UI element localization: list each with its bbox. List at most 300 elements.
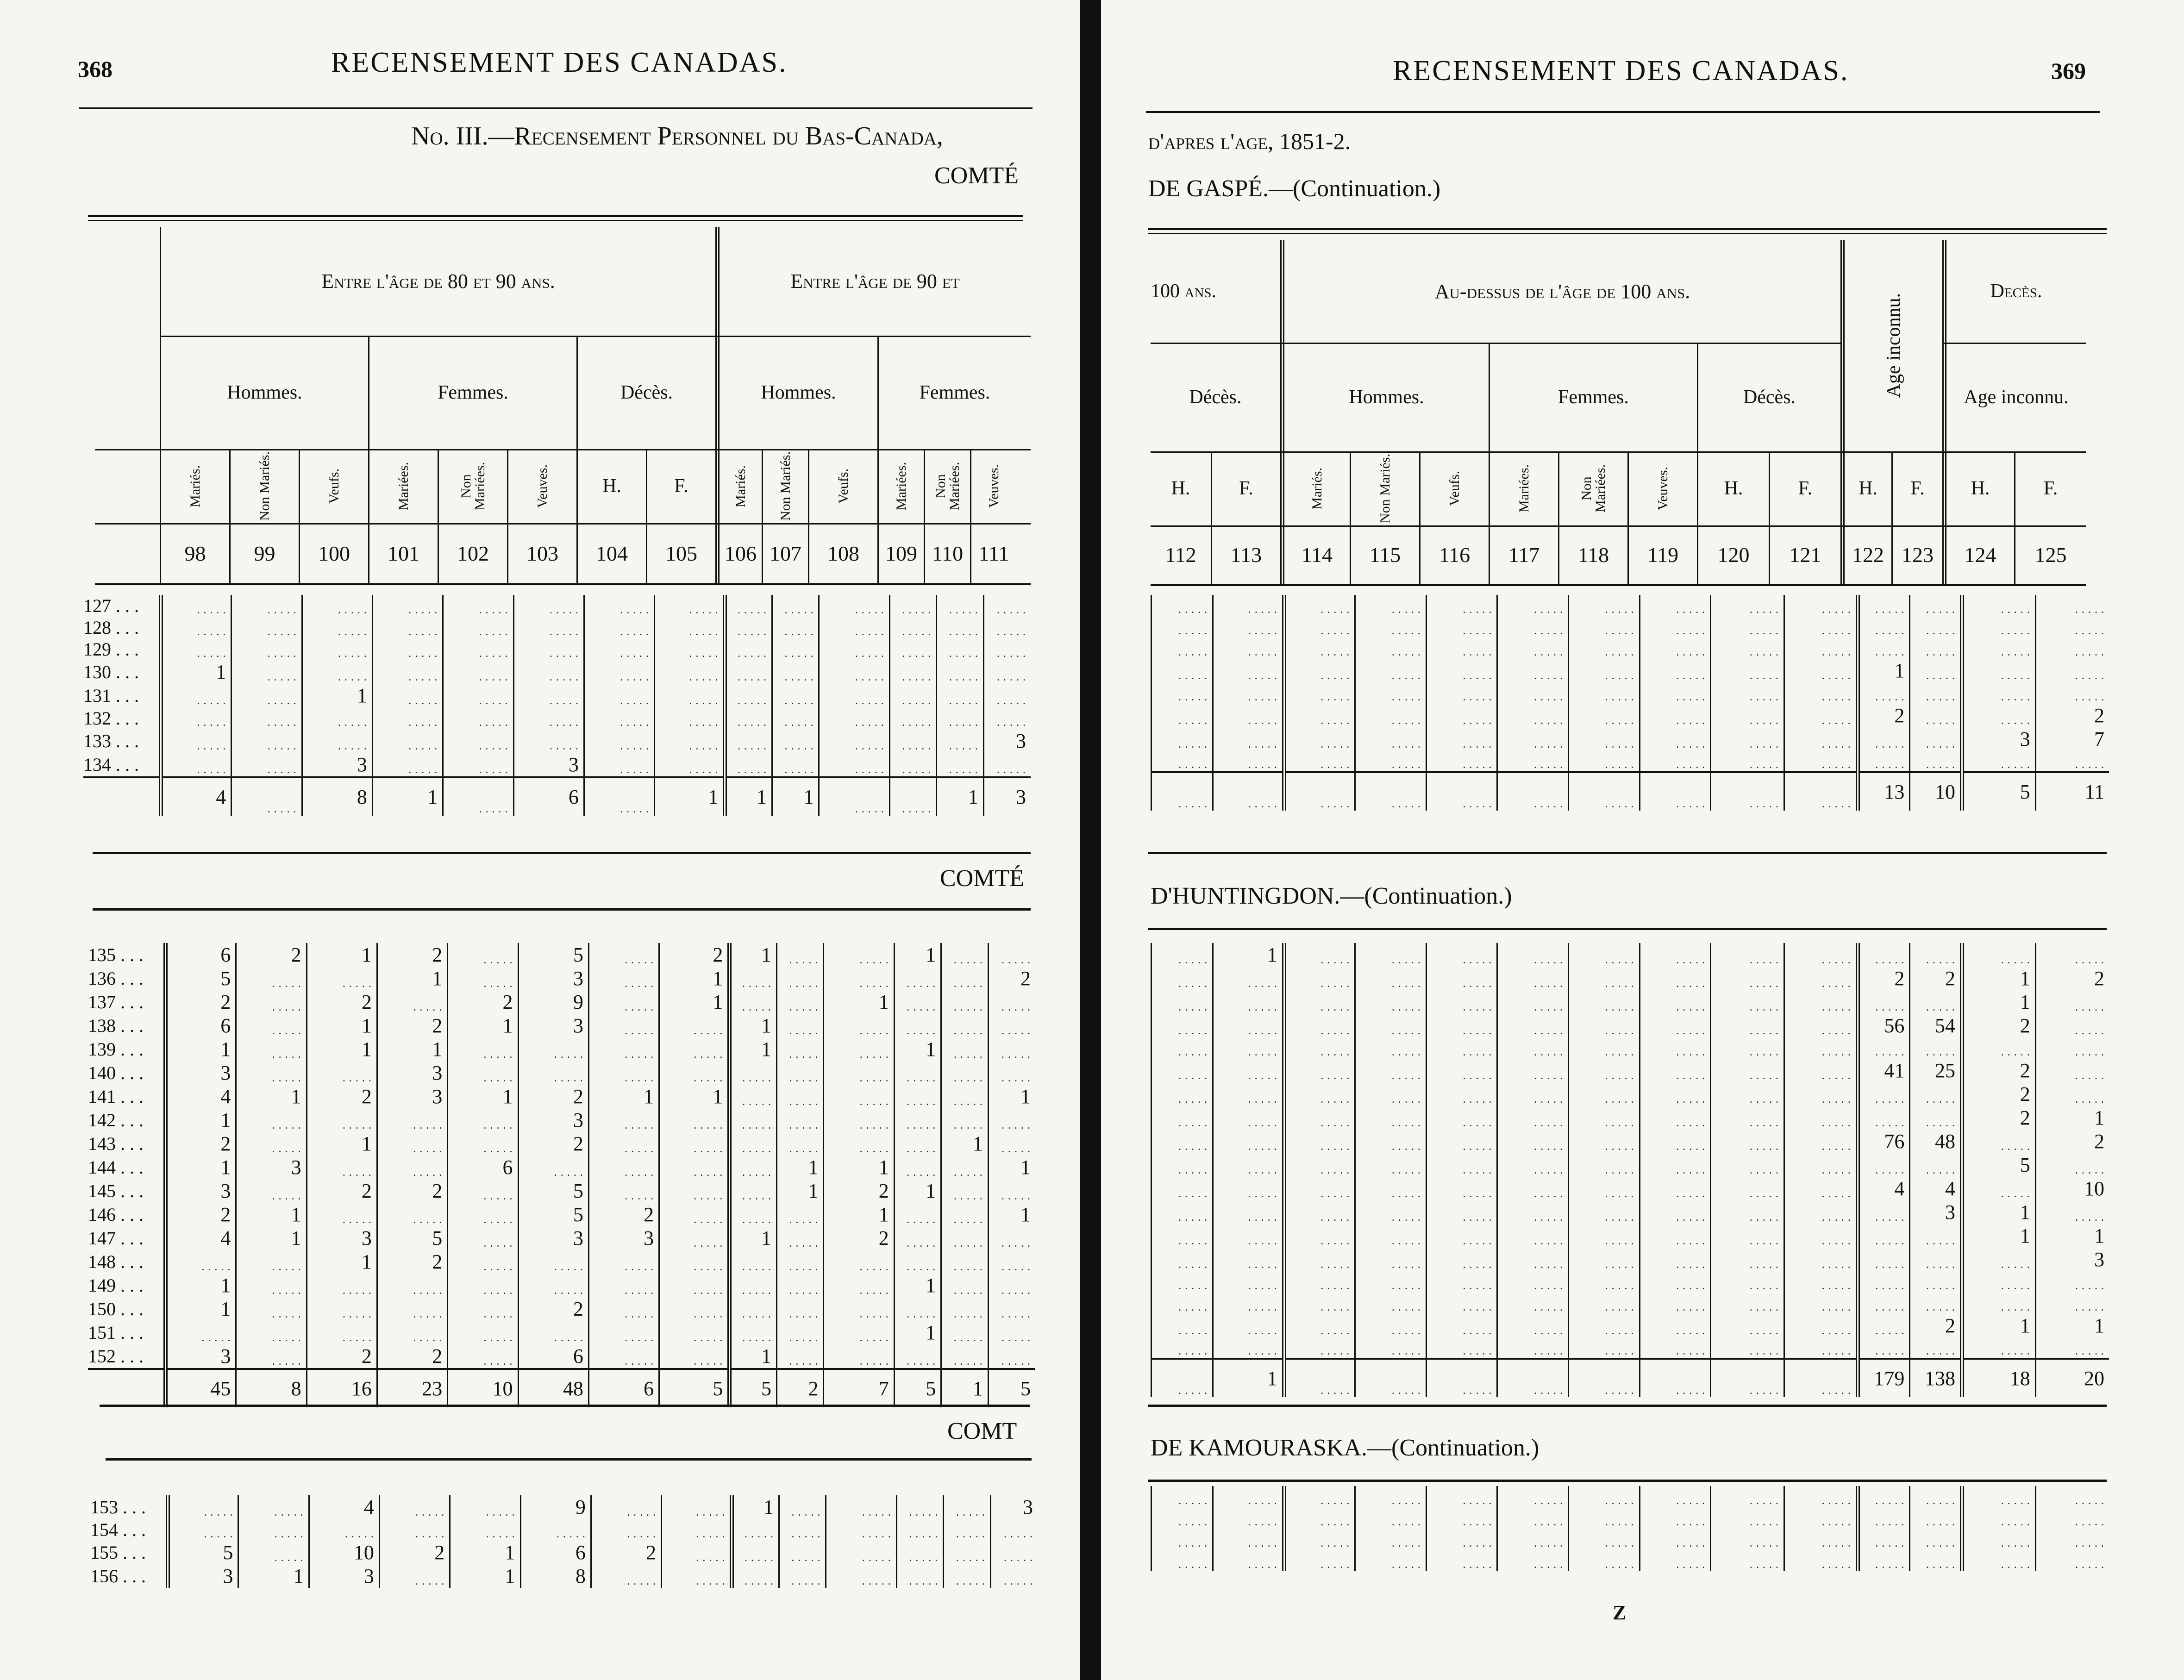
table-cell: . . . . .: [941, 1037, 989, 1061]
table-cell: . . . . .: [1426, 1293, 1497, 1314]
table-cell: . . . . .: [1569, 1130, 1640, 1153]
table-cell: . . . . .: [1784, 1486, 1858, 1507]
table-cell: . . . . .: [1284, 1082, 1355, 1106]
table-cell: 1: [236, 1226, 307, 1250]
table-cell: . . . . .: [1640, 990, 1711, 1014]
table-cell: . . . . .: [1910, 1293, 1962, 1314]
table-cell: 5: [1962, 772, 2035, 811]
subheader-left-2: [229, 449, 299, 523]
table-cell: . . . . .: [1569, 1153, 1640, 1177]
table-cell: . . . . .: [1151, 1130, 1213, 1153]
table-cell: . . . . .: [1426, 1248, 1497, 1271]
table-cell: . . . . .: [2035, 1153, 2109, 1177]
table-cell: . . . . .: [309, 1519, 379, 1541]
table-cell: . . . . .: [779, 1519, 826, 1541]
table-cell: 1: [238, 1564, 309, 1588]
subheader-text: Mariées.: [395, 462, 411, 511]
subheader-right-11: H.: [1840, 451, 1891, 525]
colnum-right-113: 113: [1211, 525, 1280, 584]
county-kamouraska: DE KAMOURASKA.—(Continuation.): [1151, 1435, 1539, 1461]
table-cell: . . . . .: [1640, 637, 1711, 659]
table-cell: . . . . .: [1284, 727, 1355, 751]
row-label: 130 . . .: [83, 662, 139, 682]
table-cell: . . . . .: [655, 617, 725, 638]
table-cell: 4: [309, 1495, 379, 1519]
table-cell: . . . . .: [1355, 1271, 1427, 1293]
table-cell: . . . . .: [894, 1085, 941, 1108]
table-cell: . . . . .: [1784, 659, 1858, 682]
table-cell: . . . . .: [1497, 1248, 1569, 1271]
table-cell: . . . . .: [1497, 1529, 1569, 1550]
table-cell: . . . . .: [659, 1061, 730, 1085]
table-cell: . . . . .: [443, 729, 513, 753]
table-cell: . . . . .: [776, 1108, 824, 1132]
table-cell: . . . . .: [896, 1519, 944, 1541]
table-cell: . . . . .: [1426, 967, 1497, 990]
table-cell: . . . . .: [513, 638, 584, 660]
table-cell: . . . . .: [236, 967, 307, 990]
table-cell: 2: [307, 1344, 377, 1369]
table-row: [88, 1344, 1035, 1369]
subheader-left-5: [438, 449, 507, 523]
table-cell: 3: [377, 1061, 447, 1085]
table-cell: . . . . .: [1213, 727, 1284, 751]
table-cell: . . . . .: [1497, 1037, 1569, 1059]
table-cell: . . . . .: [988, 1297, 1035, 1321]
table-cell: . . . . .: [1910, 659, 1962, 682]
table-cell: . . . . .: [1962, 1037, 2035, 1059]
table-cell: . . . . .: [1640, 704, 1711, 727]
table-cell: . . . . .: [824, 1344, 894, 1369]
table-cell: . . . . .: [588, 1061, 659, 1085]
subheader-left-11: [808, 449, 877, 523]
table-row: [88, 1108, 1035, 1132]
table-cell: 13: [1858, 772, 1910, 811]
colnum-left-103: 103: [507, 523, 576, 583]
table-cell: . . . . .: [1711, 1153, 1784, 1177]
r-hommes-header: Hommes.: [1280, 343, 1489, 451]
table-cell: . . . . .: [1569, 1529, 1640, 1550]
table-cell: 1: [941, 1132, 989, 1155]
subheader-left-8: F.: [646, 449, 715, 523]
table-cell: . . . . .: [1910, 943, 1962, 967]
colnum-left-102: 102: [438, 523, 507, 583]
table-cell: 1: [937, 777, 984, 816]
table-cell: . . . . .: [1858, 1529, 1910, 1550]
row-label: 144 . . .: [88, 1157, 144, 1178]
table-cell: . . . . .: [1858, 1486, 1910, 1507]
table-cell: . . . . .: [236, 1250, 307, 1274]
table-cell: . . . . .: [725, 595, 772, 617]
table-cell: . . . . .: [584, 729, 654, 753]
table-cell: . . . . .: [941, 1014, 989, 1037]
table-cell: . . . . .: [1711, 727, 1784, 751]
table-cell: . . . . .: [307, 967, 377, 990]
table-cell: 2: [518, 1132, 588, 1155]
table-row: [1151, 1224, 2109, 1248]
table-cell: 5: [168, 1541, 238, 1564]
table-cell: . . . . .: [1962, 1337, 2035, 1359]
table-cell: . . . . .: [1213, 1106, 1284, 1130]
table-cell: . . . . .: [1355, 1153, 1427, 1177]
table-cell: . . . . .: [1426, 1224, 1497, 1248]
table-row: [1151, 1529, 2109, 1550]
table-cell: . . . . .: [518, 1155, 588, 1179]
r-femmes-header: Femmes.: [1489, 343, 1697, 451]
table-cell: . . . . .: [1910, 616, 1962, 637]
table-cell: . . . . .: [1711, 659, 1784, 682]
table-cell: 2: [659, 943, 730, 967]
table-cell: . . . . .: [1284, 1177, 1355, 1200]
table-cell: . . . . .: [1426, 1200, 1497, 1224]
table-cell: . . . . .: [889, 617, 937, 638]
table-cell: . . . . .: [513, 660, 584, 684]
table-cell: . . . . .: [824, 1274, 894, 1297]
subheader-left-6: [507, 449, 576, 523]
table-cell: . . . . .: [988, 1132, 1035, 1155]
table-cell: . . . . .: [772, 617, 819, 638]
table-row: [1151, 1082, 2109, 1106]
table-cell: . . . . .: [941, 1250, 989, 1274]
table-cell: . . . . .: [1355, 1293, 1427, 1314]
table-cell: 25: [1910, 1059, 1962, 1082]
table-row: [1151, 1153, 2109, 1177]
table-cell: . . . . .: [1497, 727, 1569, 751]
table-cell: . . . . .: [1569, 1014, 1640, 1037]
table-cell: . . . . .: [238, 1519, 309, 1541]
colnum-right-124: 124: [1942, 525, 2014, 584]
table-cell: . . . . .: [1640, 1082, 1711, 1106]
table-cell: . . . . .: [448, 1321, 518, 1344]
table-cell: . . . . .: [377, 1155, 447, 1179]
table-cell: . . . . .: [1962, 659, 2035, 682]
subheader-left-14: [970, 449, 1016, 523]
table-cell: . . . . .: [236, 1014, 307, 1037]
table-cell: . . . . .: [1497, 751, 1569, 772]
table-cell: 1: [1962, 1224, 2035, 1248]
table-cell: . . . . .: [588, 967, 659, 990]
table-row: [1151, 1106, 2109, 1130]
table-cell: . . . . .: [941, 1344, 989, 1369]
table-cell: . . . . .: [1284, 616, 1355, 637]
table-cell: . . . . .: [1858, 1550, 1910, 1571]
table-cell: 2: [1858, 967, 1910, 990]
subheader-left-7: H.: [576, 449, 646, 523]
table-cell: . . . . .: [443, 617, 513, 638]
table-cell: . . . . .: [983, 617, 1031, 638]
table-cell: . . . . .: [1355, 1130, 1427, 1153]
table-cell: . . . . .: [1910, 1224, 1962, 1248]
table-cell: . . . . .: [1426, 1486, 1497, 1507]
table-cell: 1: [894, 1179, 941, 1203]
table-cell: . . . . .: [2035, 1507, 2109, 1529]
colnum-left-105: 105: [646, 523, 715, 583]
table-cell: . . . . .: [662, 1564, 732, 1588]
table-cell: 8: [520, 1564, 591, 1588]
table-cell: . . . . .: [2035, 637, 2109, 659]
table-cell: . . . . .: [1355, 1014, 1427, 1037]
table-cell: . . . . .: [1784, 990, 1858, 1014]
table-cell: . . . . .: [1497, 1224, 1569, 1248]
table-cell: . . . . .: [776, 967, 824, 990]
table-cell: . . . . .: [1784, 1200, 1858, 1224]
table-cell: . . . . .: [730, 1250, 777, 1274]
table-row: [1151, 1293, 2109, 1314]
table-cell: . . . . .: [307, 1321, 377, 1344]
table-cell: 4: [1910, 1177, 1962, 1200]
table-cell: . . . . .: [584, 753, 654, 777]
table-cell: 1: [824, 1155, 894, 1179]
colnum-right-115: 115: [1350, 525, 1419, 584]
table-cell: . . . . .: [824, 1321, 894, 1344]
table-cell: . . . . .: [776, 1250, 824, 1274]
table-cell: 2: [824, 1226, 894, 1250]
row-label: 135 . . .: [88, 944, 144, 965]
table-cell: 3: [513, 753, 584, 777]
table-cell: . . . . .: [824, 1297, 894, 1321]
table-cell: 1: [1858, 659, 1910, 682]
table-cell: . . . . .: [1426, 1014, 1497, 1037]
header-rule-right: [1146, 111, 2100, 113]
table-cell: 2: [307, 990, 377, 1014]
table-row: [83, 638, 1031, 660]
table-cell: 5: [988, 1369, 1035, 1407]
table-cell: . . . . .: [1711, 1314, 1784, 1337]
table-cell: . . . . .: [1497, 1082, 1569, 1106]
table-cell: . . . . .: [1569, 1293, 1640, 1314]
table-cell: . . . . .: [302, 707, 372, 729]
total-row: [1151, 772, 2109, 811]
table-cell: 2: [518, 1085, 588, 1108]
table-cell: 7: [824, 1369, 894, 1407]
table-cell: . . . . .: [1569, 1082, 1640, 1106]
table-cell: . . . . .: [513, 595, 584, 617]
subheader-right-5: [1419, 451, 1489, 525]
table-cell: . . . . .: [1711, 943, 1784, 967]
table-cell: . . . . .: [1640, 1507, 1711, 1529]
table-cell: . . . . .: [659, 1203, 730, 1226]
table-cell: . . . . .: [302, 660, 372, 684]
table-cell: . . . . .: [584, 660, 654, 684]
table-cell: . . . . .: [1784, 1177, 1858, 1200]
subheader-left-3: [299, 449, 368, 523]
table-cell: 1: [730, 1037, 777, 1061]
table-cell: . . . . .: [826, 1564, 896, 1588]
table-cell: . . . . .: [730, 1179, 777, 1203]
row-label: 137 . . .: [88, 992, 144, 1012]
table-cell: 1: [730, 1014, 777, 1037]
table-cell: . . . . .: [1213, 637, 1284, 659]
table-cell: . . . . .: [1151, 616, 1213, 637]
table-cell: . . . . .: [1640, 1224, 1711, 1248]
table-cell: . . . . .: [591, 1495, 661, 1519]
table-cell: . . . . .: [1962, 1177, 2035, 1200]
table-cell: 4: [166, 1226, 236, 1250]
row-label: 129 . . .: [83, 639, 139, 660]
colnum-left-107: 107: [762, 523, 808, 583]
table-cell: . . . . .: [1962, 616, 2035, 637]
colnum-right-122: 122: [1840, 525, 1891, 584]
colnum-right-118: 118: [1558, 525, 1627, 584]
table-cell: . . . . .: [776, 1274, 824, 1297]
left-table-section-3: [90, 1495, 1038, 1588]
table-cell: . . . . .: [819, 729, 889, 753]
table-cell: . . . . .: [730, 1108, 777, 1132]
table-cell: . . . . .: [1784, 1059, 1858, 1082]
row-label: 148 . . .: [88, 1251, 144, 1272]
row-label: 139 . . .: [88, 1039, 144, 1060]
table-cell: . . . . .: [889, 638, 937, 660]
table-cell: . . . . .: [2035, 1293, 2109, 1314]
table-row: [83, 595, 1031, 617]
table-cell: . . . . .: [377, 1297, 447, 1321]
table-cell: . . . . .: [1711, 1014, 1784, 1037]
table-cell: . . . . .: [2035, 682, 2109, 704]
table-cell: . . . . .: [1784, 943, 1858, 967]
table-cell: 2: [776, 1369, 824, 1407]
table-cell: . . . . .: [377, 990, 447, 1014]
table-cell: . . . . .: [662, 1495, 732, 1519]
table-cell: 3: [166, 1344, 236, 1369]
table-cell: . . . . .: [236, 1274, 307, 1297]
table-cell: 1: [307, 1014, 377, 1037]
table-cell: . . . . .: [1711, 751, 1784, 772]
section-rule-left-2: [93, 908, 1031, 911]
table-cell: . . . . .: [448, 1250, 518, 1274]
table-cell: . . . . .: [894, 1014, 941, 1037]
table-cell: . . . . .: [372, 707, 443, 729]
table-cell: . . . . .: [937, 595, 984, 617]
table-cell: 1: [776, 1155, 824, 1179]
table-cell: . . . . .: [1213, 1293, 1284, 1314]
table-cell: 6: [518, 1344, 588, 1369]
table-cell: . . . . .: [1151, 1059, 1213, 1082]
table-cell: 6: [513, 777, 584, 816]
table-cell: . . . . .: [1784, 616, 1858, 637]
table-cell: . . . . .: [1213, 1014, 1284, 1037]
table-cell: . . . . .: [588, 1108, 659, 1132]
table-cell: . . . . .: [588, 1274, 659, 1297]
table-cell: . . . . .: [1355, 967, 1427, 990]
table-cell: . . . . .: [1213, 682, 1284, 704]
table-cell: . . . . .: [1711, 637, 1784, 659]
table-cell: . . . . .: [513, 729, 584, 753]
table-cell: . . . . .: [2035, 595, 2109, 616]
table-cell: 1: [307, 1037, 377, 1061]
table-cell: . . . . .: [1426, 1130, 1497, 1153]
table-cell: . . . . .: [1497, 772, 1569, 811]
table-cell: . . . . .: [894, 1132, 941, 1155]
table-cell: . . . . .: [1151, 990, 1213, 1014]
table-cell: . . . . .: [772, 595, 819, 617]
table-cell: . . . . .: [1569, 943, 1640, 967]
table-cell: . . . . .: [1497, 1014, 1569, 1037]
table-row: [1151, 1507, 2109, 1529]
table-cell: 2: [1962, 1082, 2035, 1106]
table-cell: . . . . .: [1784, 682, 1858, 704]
table-cell: . . . . .: [1962, 943, 2035, 967]
table-row: [1151, 1177, 2109, 1200]
table-cell: . . . . .: [588, 1297, 659, 1321]
colnum-left-111: 111: [970, 523, 1016, 583]
row-label: 147 . . .: [88, 1228, 144, 1249]
table-cell: . . . . .: [937, 660, 984, 684]
table-cell: . . . . .: [659, 1179, 730, 1203]
table-cell: . . . . .: [584, 684, 654, 707]
table-cell: 5: [518, 1179, 588, 1203]
table-cell: . . . . .: [776, 1321, 824, 1344]
table-cell: . . . . .: [232, 707, 302, 729]
table-cell: . . . . .: [1151, 704, 1213, 727]
table-cell: 1: [988, 1155, 1035, 1179]
table-cell: . . . . .: [161, 684, 232, 707]
table-cell: . . . . .: [1640, 727, 1711, 751]
table-row: [1151, 943, 2109, 967]
table-cell: . . . . .: [1569, 1224, 1640, 1248]
table-cell: . . . . .: [1497, 704, 1569, 727]
subheader-right-2: F.: [1211, 451, 1280, 525]
table-row: [1151, 967, 2109, 990]
row-label: 142 . . .: [88, 1110, 144, 1130]
table-cell: . . . . .: [1711, 1486, 1784, 1507]
table-cell: . . . . .: [1962, 704, 2035, 727]
table-cell: . . . . .: [1640, 1014, 1711, 1037]
table-cell: . . . . .: [236, 1061, 307, 1085]
book-gutter: [1080, 0, 1101, 1680]
table-cell: 20: [2035, 1359, 2109, 1397]
county-label-3: COMT: [947, 1418, 1017, 1444]
table-cell: . . . . .: [826, 1495, 896, 1519]
row-label: 140 . . .: [88, 1062, 144, 1083]
table-cell: . . . . .: [1426, 943, 1497, 967]
table-row: [88, 1037, 1035, 1061]
table-cell: . . . . .: [824, 1250, 894, 1274]
table-cell: . . . . .: [1213, 1200, 1284, 1224]
table-cell: . . . . .: [1213, 704, 1284, 727]
table-cell: . . . . .: [772, 729, 819, 753]
table-cell: . . . . .: [1355, 1200, 1427, 1224]
table-cell: . . . . .: [941, 1179, 989, 1203]
table-cell: . . . . .: [1151, 1314, 1213, 1337]
table-row: [88, 1250, 1035, 1274]
subheader-right-10: F.: [1769, 451, 1840, 525]
table-cell: . . . . .: [1910, 1037, 1962, 1059]
table-cell: . . . . .: [826, 1541, 896, 1564]
table-cell: 1: [166, 1108, 236, 1132]
table-cell: . . . . .: [1426, 1529, 1497, 1550]
table-row: [90, 1541, 1038, 1564]
table-cell: . . . . .: [983, 660, 1031, 684]
table-cell: . . . . .: [1151, 595, 1213, 616]
right-page: [1102, 0, 2184, 1680]
table-cell: . . . . .: [1640, 659, 1711, 682]
table-cell: . . . . .: [1711, 682, 1784, 704]
table-row: [1151, 1248, 2109, 1271]
colnum-right-114: 114: [1280, 525, 1350, 584]
table-cell: . . . . .: [659, 1014, 730, 1037]
table-cell: . . . . .: [1569, 772, 1640, 811]
table-cell: . . . . .: [983, 707, 1031, 729]
table-cell: . . . . .: [1962, 595, 2035, 616]
table-cell: . . . . .: [988, 1250, 1035, 1274]
table-cell: 2: [2035, 704, 2109, 727]
table-cell: 1: [166, 1037, 236, 1061]
table-cell: . . . . .: [1355, 1529, 1427, 1550]
county-huntingdon: D'HUNTINGDON.—(Continuation.): [1151, 883, 1512, 909]
table-row: [1151, 1200, 2109, 1224]
table-cell: . . . . .: [1910, 1248, 1962, 1271]
table-cell: . . . . .: [772, 753, 819, 777]
